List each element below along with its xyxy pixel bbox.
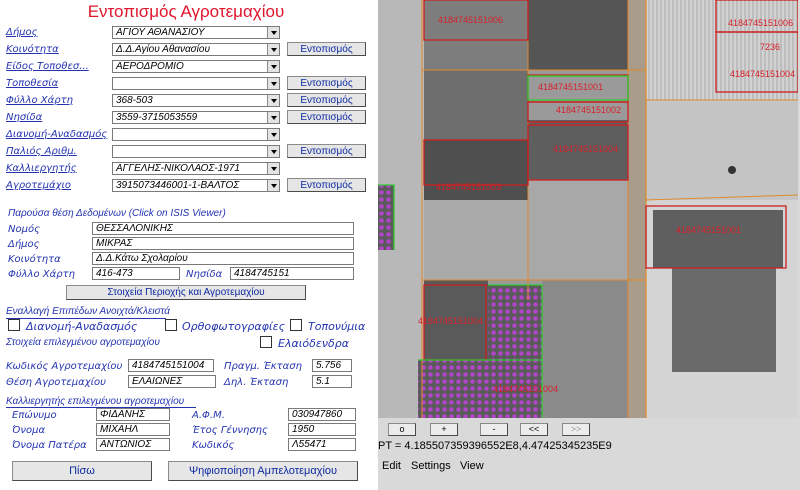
layer-toggle-icon[interactable] (290, 319, 302, 331)
name-label: Όνομα (12, 425, 46, 436)
dropdown-value: 3559-3715053559 (116, 112, 198, 123)
surname-label: Επώνυμο (12, 410, 57, 421)
declared-area-field: 5.1 (312, 375, 352, 388)
chevron-down-icon[interactable] (267, 129, 279, 140)
form-row-label: Κοινότητα (6, 44, 59, 55)
layer-toggle-icon[interactable] (8, 319, 20, 331)
layer-redistribution-label[interactable]: Διανομή-Αναδασμός (26, 320, 138, 333)
nomos-field: ΘΕΣΣΑΛΟΝΙΚΗΣ (92, 222, 354, 235)
surname-field: ΦΙΔΑΝΗΣ (96, 408, 170, 421)
real-area-field: 5.756 (312, 359, 352, 372)
chevron-down-icon[interactable] (267, 95, 279, 106)
form-row-label: Καλλιεργητής (6, 163, 77, 174)
parcel-label: 4184745151004 (418, 316, 484, 326)
chevron-down-icon[interactable] (267, 180, 279, 191)
orthophoto-map[interactable] (378, 0, 798, 418)
parcel-label: 4184745151004 (730, 69, 796, 79)
parcel-label: 4184745151006 (728, 18, 794, 28)
farmer-code-field: Λ55471 (288, 438, 356, 451)
chevron-down-icon[interactable] (267, 78, 279, 89)
form-row-dropdown[interactable] (112, 60, 280, 73)
form-row-dropdown[interactable] (112, 111, 280, 124)
layers-title: Εναλλαγή Επιπέδων Ανοιχτά/Κλειστά (6, 306, 170, 317)
name-field: ΜΙΧΑΗΛ (96, 423, 170, 436)
zoom-reset-button[interactable]: o (388, 423, 416, 436)
birth-year-field: 1950 (288, 423, 356, 436)
selected-parcel-title: Στοιχεία επιλεγμένου αγροτεμαχίου (6, 337, 160, 348)
locate-button[interactable]: Εντοπισμός (287, 76, 366, 90)
afm-label: Α.Φ.Μ. (192, 410, 225, 421)
parcel-locator-panel (0, 0, 372, 490)
chevron-down-icon[interactable] (267, 112, 279, 123)
area-details-button[interactable]: Στοιχεία Περιοχής και Αγροτεμαχίου (66, 285, 306, 300)
afm-field: 030947860 (288, 408, 356, 421)
fyllo-label: Φύλλο Χάρτη (8, 269, 75, 280)
form-row-dropdown[interactable] (112, 77, 280, 90)
form-row-dropdown[interactable] (112, 26, 280, 39)
dropdown-value: ΑΕΡΟΔΡΟΜΙΟ (116, 61, 184, 72)
layer-toponyms-label[interactable]: Τοπονύμια (308, 320, 366, 333)
layer-orthophoto-label[interactable]: Ορθοφωτογραφίες (182, 320, 286, 333)
farmer-code-label: Κωδικός (192, 440, 235, 451)
map-feature (728, 166, 736, 174)
map-canvas[interactable] (378, 0, 798, 418)
real-area-label: Πραγμ. Έκταση (224, 361, 302, 372)
locate-button[interactable]: Εντοπισμός (287, 144, 366, 158)
parcel-code-label: Κωδικός Αγροτεμαχίου (6, 361, 123, 372)
coordinate-readout: PT = 4.185507359396552E8,4.47425345235E9 (378, 440, 612, 452)
form-row-dropdown[interactable] (112, 128, 280, 141)
parcel-label: 4184745151002 (556, 105, 622, 115)
previous-button[interactable]: << (520, 423, 548, 436)
locate-button[interactable]: Εντοπισμός (287, 110, 366, 124)
declared-area-label: Δηλ. Έκταση (224, 377, 289, 388)
page-title: Εντοπισμός Αγροτεμαχίου (87, 2, 285, 21)
parcel-label: 4184745151001 (676, 225, 742, 235)
parcel-label: 4184745151006 (438, 15, 504, 25)
form-row-dropdown[interactable] (112, 145, 280, 158)
form-row-label: Διανομή-Αναδασμός (6, 129, 108, 140)
chevron-down-icon[interactable] (267, 27, 279, 38)
chevron-down-icon[interactable] (267, 44, 279, 55)
layer-toggle-icon[interactable] (165, 319, 177, 331)
father-name-field: ΑΝΤΩΝΙΟΣ (96, 438, 170, 451)
zoom-in-button[interactable]: + (430, 423, 458, 436)
dropdown-value: 368-503 (116, 95, 153, 106)
form-row-label: Νησίδα (6, 112, 43, 123)
layer-toggle-icon[interactable] (260, 336, 272, 348)
chevron-down-icon[interactable] (267, 61, 279, 72)
back-button[interactable]: Πίσω (12, 461, 152, 481)
current-position-title: Παρούσα θέση Δεδομένων (Click on ISIS Viewer) (8, 208, 226, 219)
nisida-label: Νησίδα (186, 269, 223, 280)
farmer-title: Καλλιεργητής επιλεγμένου αγροτεμαχίου (6, 396, 185, 407)
dropdown-value: ΑΓΙΟΥ ΑΘΑΝΑΣΙΟΥ (116, 27, 205, 38)
locate-button[interactable]: Εντοπισμός (287, 42, 366, 56)
layer-olive-trees-label[interactable]: Ελαιόδενδρα (278, 337, 349, 350)
parcel-label: 4184745151003 (436, 182, 502, 192)
form-row-dropdown[interactable] (112, 94, 280, 107)
layers-divider (6, 318, 166, 319)
dropdown-value: ΑΓΓΕΛΗΣ-ΝΙΚΟΛΑΟΣ-1971 (116, 163, 240, 174)
form-row-dropdown[interactable] (112, 162, 280, 175)
parcel-code-field: 4184745151004 (128, 359, 214, 372)
chevron-down-icon[interactable] (267, 163, 279, 174)
menu-settings[interactable]: Settings (411, 460, 451, 472)
form-row-label: Δήμος (6, 27, 38, 38)
locate-button[interactable]: Εντοπισμός (287, 93, 366, 107)
parcel-label: 7236 (760, 42, 781, 52)
form-row-dropdown[interactable] (112, 179, 280, 192)
father-name-label: Όνομα Πατέρα (12, 440, 87, 451)
locate-button[interactable]: Εντοπισμός (287, 178, 366, 192)
form-row-label: Τοποθεσία (6, 78, 59, 89)
dropdown-value: Δ.Δ.Αγίου Αθανασίου (116, 44, 210, 55)
nomos-label: Νομός (8, 224, 40, 235)
nisida-field: 4184745151 (230, 267, 354, 280)
digitize-vineyard-button[interactable]: Ψηφιοποίηση Αμπελοτεμαχίου (168, 461, 358, 481)
fyllo-field: 416-473 (92, 267, 180, 280)
menu-view[interactable]: View (460, 460, 484, 472)
chevron-down-icon[interactable] (267, 146, 279, 157)
parcel-label: 4184745151004 (553, 144, 619, 154)
form-row-dropdown[interactable] (112, 43, 280, 56)
birth-year-label: Έτος Γέννησης (192, 425, 268, 436)
form-row-label: Παλιός Αριθμ. (6, 146, 77, 157)
parcel-position-field: ΕΛΑΙΩΝΕΣ (128, 375, 216, 388)
form-row-label: Είδος Τοποθεσ... (6, 61, 89, 72)
next-button[interactable]: >> (562, 423, 590, 436)
parcel-position-label: Θέση Αγροτεμαχίου (6, 377, 106, 388)
dimos-label: Δήμος (8, 239, 40, 250)
dimos-field: ΜΙΚΡΑΣ (92, 237, 354, 250)
menu-edit[interactable]: Edit (382, 460, 401, 472)
parcel-label: 4184745151004 (493, 384, 559, 394)
koinotita-label: Κοινότητα (8, 254, 61, 265)
parcel-label: 4184745151001 (538, 82, 604, 92)
form-row-label: Αγροτεμάχιο (6, 180, 72, 191)
form-row-label: Φύλλο Χάρτη (6, 95, 73, 106)
dropdown-value: 3915073446001-1-ΒΑΛΤΟΣ (116, 180, 240, 191)
koinotita-field: Δ.Δ.Κάτω Σχολαρίου (92, 252, 354, 265)
zoom-out-button[interactable]: - (480, 423, 508, 436)
isis-viewer (378, 0, 800, 490)
